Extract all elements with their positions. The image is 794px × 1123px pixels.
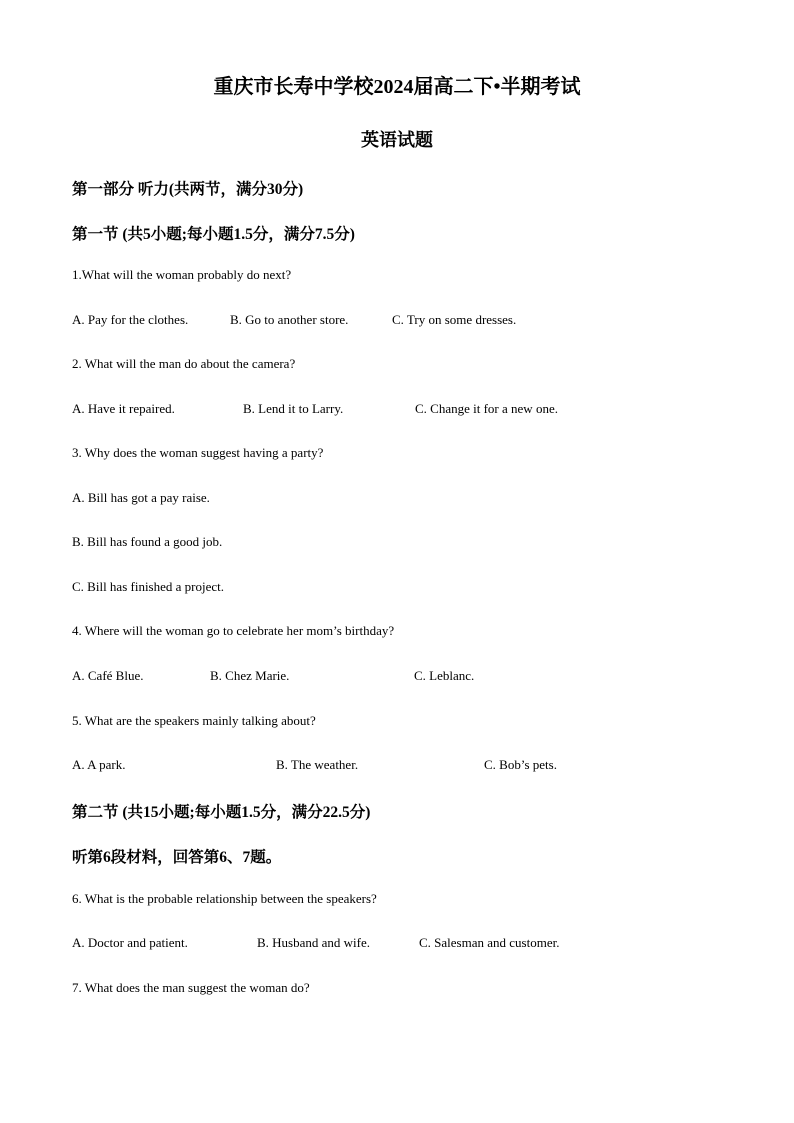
q6-option-b: B. Husband and wife. bbox=[257, 935, 371, 950]
q2-option-c: C. Change it for a new one. bbox=[415, 401, 558, 416]
section1-heading: 第一节 (共5小题;每小题1.5分，满分7.5分) bbox=[72, 226, 355, 243]
q5-option-c: C. Bob’s pets. bbox=[484, 757, 557, 772]
question-4: 4. Where will the woman go to celebrate her mom’s birthday? bbox=[72, 623, 395, 638]
q6-option-a: A. Doctor and patient. bbox=[72, 935, 188, 950]
q2-option-a: A. Have it repaired. bbox=[72, 401, 175, 416]
question-1: 1.What will the woman probably do next? bbox=[72, 267, 292, 282]
section2-instruction: 听第6段材料，回答第6、7题。 bbox=[72, 849, 282, 866]
q4-option-b: B. Chez Marie. bbox=[210, 668, 290, 683]
q1-option-c: C. Try on some dresses. bbox=[392, 312, 517, 327]
q4-option-a: A. Café Blue. bbox=[72, 668, 144, 683]
q1-option-a: A. Pay for the clothes. bbox=[72, 312, 189, 327]
q1-option-b: B. Go to another store. bbox=[230, 312, 349, 327]
q4-option-c: C. Leblanc. bbox=[414, 668, 475, 683]
question-6: 6. What is the probable relationship between the speakers? bbox=[72, 891, 377, 906]
q3-option-c: C. Bill has finished a project. bbox=[72, 579, 225, 594]
q5-option-a: A. A park. bbox=[72, 757, 126, 772]
question-7: 7. What does the man suggest the woman do? bbox=[72, 980, 310, 995]
question-2: 2. What will the man do about the camera? bbox=[72, 356, 296, 371]
q5-option-b: B. The weather. bbox=[276, 757, 359, 772]
q3-option-b: B. Bill has found a good job. bbox=[72, 534, 223, 549]
q2-option-b: B. Lend it to Larry. bbox=[243, 401, 344, 416]
exam-subtitle: 英语试题 bbox=[361, 130, 433, 150]
q3-option-a: A. Bill has got a pay raise. bbox=[72, 490, 210, 505]
part1-heading: 第一部分 听力(共两节，满分30分) bbox=[72, 181, 304, 198]
question-3: 3. Why does the woman suggest having a party? bbox=[72, 445, 324, 460]
question-5: 5. What are the speakers mainly talking about? bbox=[72, 713, 316, 728]
exam-title: 重庆市长寿中学校2024届高二下•半期考试 bbox=[213, 76, 581, 98]
section2-heading: 第二节 (共15小题;每小题1.5分，满分22.5分) bbox=[72, 804, 371, 821]
q6-option-c: C. Salesman and customer. bbox=[419, 935, 560, 950]
